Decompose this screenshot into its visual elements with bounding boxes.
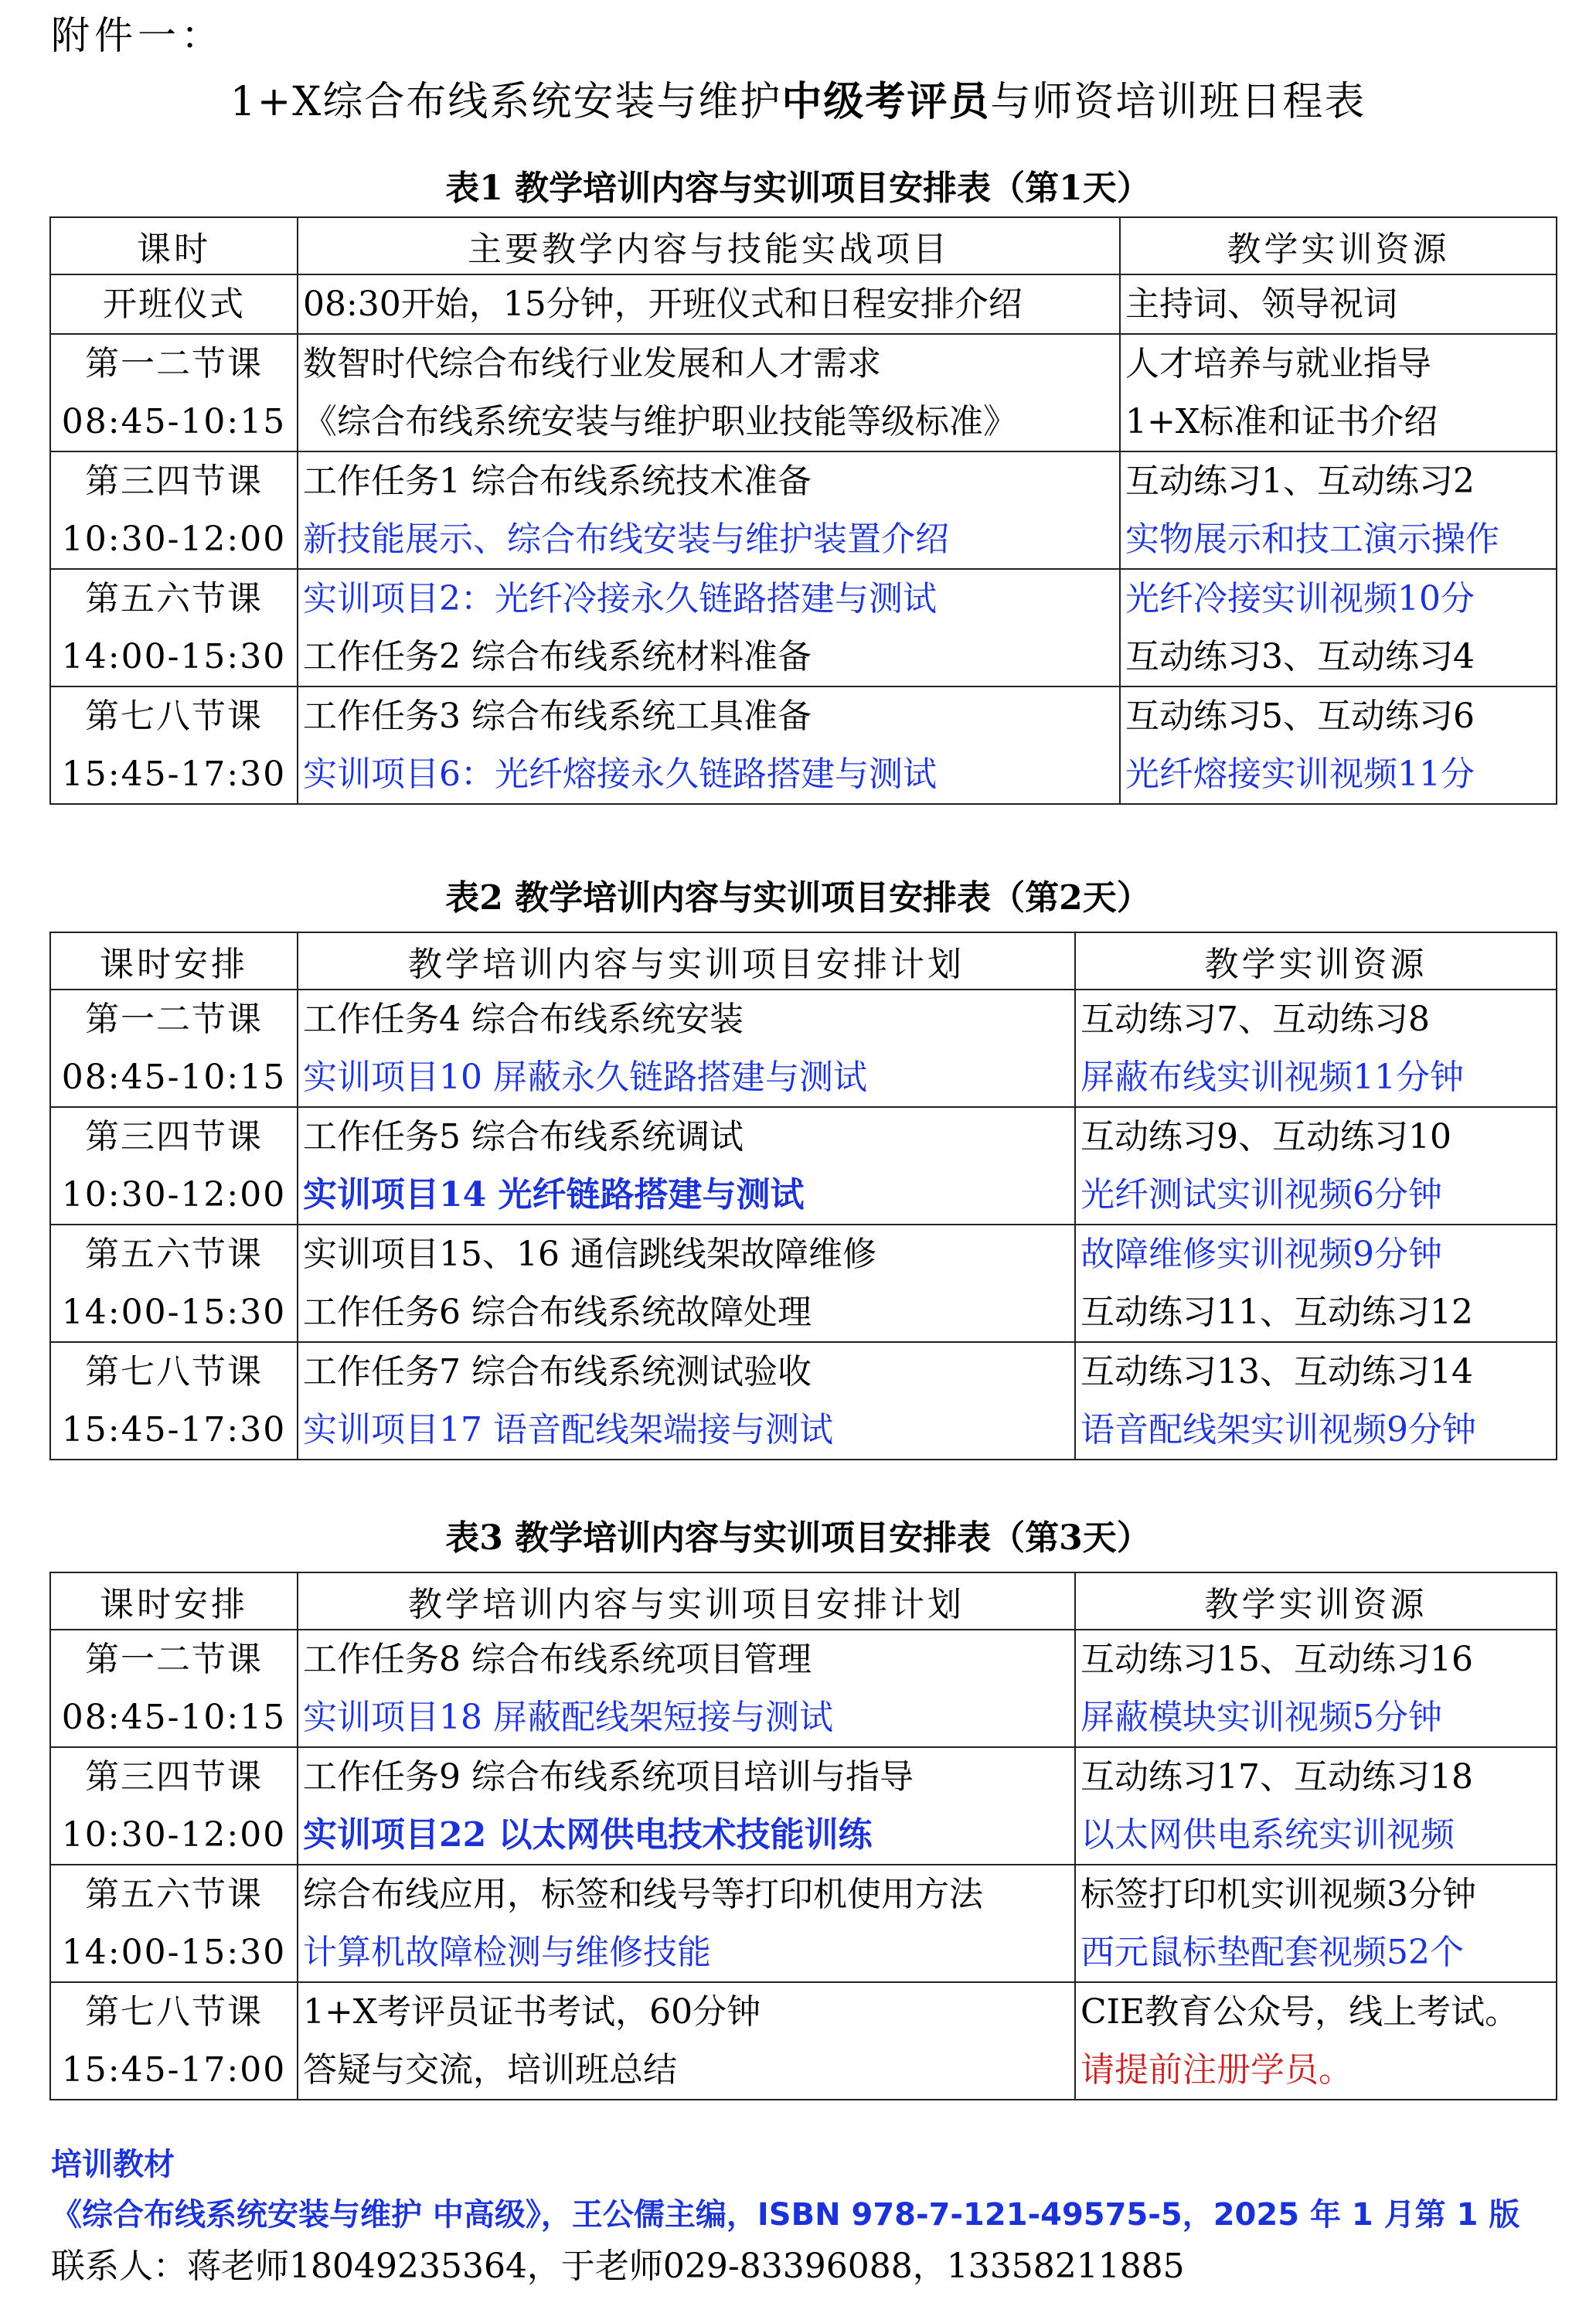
resource-line: 故障维修实训视频9分钟: [1080, 1235, 1442, 1274]
content-line: 新技能展示、综合布线安装与维护装置介绍: [303, 520, 949, 559]
teaching-content-cell: [298, 1342, 1075, 1460]
teaching-resource-cell: [1075, 990, 1557, 1107]
column-header: 主要教学内容与技能实战项目: [298, 217, 1120, 274]
session-time-cell: [50, 334, 298, 451]
session-time-cell: [50, 1342, 298, 1460]
content-line: 工作任务9 综合布线系统项目培训与指导: [303, 1757, 914, 1797]
teaching-content-cell: [298, 686, 1120, 804]
session-time-line: 第一二节课: [85, 344, 263, 383]
content-line: 工作任务3 综合布线系统工具准备: [303, 697, 812, 736]
column-header: 教学培训内容与实训项目安排计划: [298, 1572, 1075, 1630]
page-title: [0, 71, 1596, 133]
session-time-cell: [50, 1225, 298, 1342]
content-line: 数智时代综合布线行业发展和人才需求: [303, 344, 881, 383]
session-time-line: 第一二节课: [85, 1000, 263, 1039]
content-line: 实训项目10 屏蔽永久链路搭建与测试: [303, 1058, 867, 1097]
column-header: 教学实训资源: [1075, 1572, 1557, 1630]
session-time-line: 第七八节课: [85, 1992, 263, 2032]
session-time-line: 第七八节课: [85, 1352, 263, 1392]
session-time-line: 15:45-17:30: [61, 755, 287, 794]
resource-line: 互动练习11、互动练习12: [1080, 1293, 1473, 1332]
schedule-table-day1: [49, 216, 1557, 805]
resource-line: 互动练习17、互动练习18: [1080, 1757, 1473, 1797]
teaching-content-cell: [298, 1865, 1075, 1982]
teaching-resource-cell: [1120, 334, 1557, 451]
teaching-resource-cell: [1120, 569, 1557, 686]
teaching-content-cell: [298, 1107, 1075, 1225]
resource-line: CIE教育公众号，线上考试。: [1080, 1992, 1519, 2032]
teaching-content-cell: [298, 334, 1120, 451]
session-time-cell: [50, 1865, 298, 1982]
teaching-content-cell: [298, 569, 1120, 686]
session-time-line: 14:00-15:30: [61, 1933, 287, 1972]
table-row: [50, 1342, 1557, 1460]
session-time-cell: [50, 990, 298, 1107]
title-prefix: 1+X综合布线系统安装与维护: [230, 79, 782, 125]
session-time-line: 15:45-17:30: [61, 1410, 287, 1450]
column-header: 课时安排: [50, 1572, 298, 1630]
content-line: 工作任务6 综合布线系统故障处理: [303, 1293, 812, 1332]
resource-line: 请提前注册学员。: [1080, 2050, 1353, 2090]
session-time-line: 10:30-12:00: [61, 1175, 287, 1215]
session-time-line: 08:45-10:15: [61, 402, 287, 441]
table-row: [50, 686, 1557, 804]
resource-line: 互动练习7、互动练习8: [1080, 1000, 1430, 1039]
resource-line: 光纤熔接实训视频11分: [1125, 755, 1475, 794]
resource-line: 屏蔽模块实训视频5分钟: [1080, 1698, 1442, 1737]
content-line: 实训项目14 光纤链路搭建与测试: [303, 1175, 805, 1215]
resource-line: 人才培养与就业指导: [1125, 344, 1431, 383]
content-line: 实训项目6：光纤熔接永久链路搭建与测试: [303, 755, 937, 794]
title-suffix: 与师资培训班日程表: [990, 79, 1366, 125]
teaching-resource-cell: [1075, 1982, 1557, 2100]
table2-caption: 表2 教学培训内容与实训项目安排表（第2天）: [445, 878, 1151, 918]
session-time-line: 第五六节课: [85, 1875, 263, 1914]
session-time-cell: [50, 451, 298, 569]
content-line: 工作任务5 综合布线系统调试: [303, 1117, 744, 1157]
header-row: [50, 217, 1557, 274]
contact-info: 联系人：蒋老师18049235364，于老师029-83396088，13358211885: [51, 2247, 1185, 2286]
training-book-info: 《综合布线系统安装与维护 中高级》，王公儒主编，ISBN 978-7-121-49575-5，2025 年 1 月第 1 版: [51, 2197, 1520, 2233]
session-time-line: 第三四节课: [85, 462, 263, 501]
table-row: [50, 334, 1557, 451]
column-header: 课时: [50, 217, 298, 274]
teaching-content-cell: [298, 451, 1120, 569]
content-line: 实训项目15、16 通信跳线架故障维修: [303, 1235, 876, 1274]
column-header: 课时安排: [50, 932, 298, 990]
table-row: [50, 451, 1557, 569]
resource-line: 互动练习1、互动练习2: [1125, 462, 1475, 501]
training-material-title: 培训教材: [51, 2147, 175, 2182]
session-time-line: 开班仪式: [103, 284, 245, 324]
session-time-line: 10:30-12:00: [61, 1815, 287, 1855]
session-time-line: 14:00-15:30: [61, 637, 287, 676]
session-time-cell: [50, 569, 298, 686]
teaching-content-cell: [298, 1225, 1075, 1342]
column-header: 教学实训资源: [1120, 217, 1557, 274]
content-line: 工作任务8 综合布线系统项目管理: [303, 1640, 812, 1679]
content-line: 工作任务4 综合布线系统安装: [303, 1000, 744, 1039]
session-time-line: 第一二节课: [85, 1640, 263, 1679]
content-line: 综合布线应用，标签和线号等打印机使用方法: [303, 1875, 983, 1914]
table-row: [50, 1107, 1557, 1225]
resource-line: 标签打印机实训视频3分钟: [1080, 1875, 1476, 1914]
content-line: 实训项目18 屏蔽配线架短接与测试: [303, 1698, 833, 1737]
session-time-line: 第五六节课: [85, 1235, 263, 1274]
content-line: 工作任务2 综合布线系统材料准备: [303, 637, 812, 676]
session-time-line: 第七八节课: [85, 697, 263, 736]
table-row: [50, 1747, 1557, 1865]
table-row: [50, 1982, 1557, 2100]
content-line: 《综合布线系统安装与维护职业技能等级标准》: [303, 402, 1017, 441]
schedule-table-day2: [49, 932, 1557, 1460]
content-line: 实训项目22 以太网供电技术技能训练: [303, 1815, 873, 1855]
resource-line: 主持词、领导祝词: [1125, 284, 1397, 324]
column-header: 教学实训资源: [1075, 932, 1557, 990]
session-time-line: 10:30-12:00: [61, 520, 287, 559]
table-row: [50, 569, 1557, 686]
resource-line: 光纤测试实训视频6分钟: [1080, 1175, 1442, 1215]
session-time-cell: [50, 1630, 298, 1747]
title-emphasis: 中级考评员: [781, 79, 991, 125]
content-line: 08:30开始，15分钟，开班仪式和日程安排介绍: [303, 284, 1023, 324]
resource-line: 实物展示和技工演示操作: [1125, 520, 1499, 559]
content-line: 工作任务1 综合布线系统技术准备: [303, 462, 812, 501]
content-line: 计算机故障检测与维修技能: [303, 1933, 711, 1972]
session-time-cell: [50, 274, 298, 334]
column-header: 教学培训内容与实训项目安排计划: [298, 932, 1075, 990]
teaching-resource-cell: [1120, 686, 1557, 804]
teaching-content-cell: [298, 1747, 1075, 1865]
content-line: 工作任务7 综合布线系统测试验收: [303, 1352, 812, 1392]
header-row: [50, 932, 1557, 990]
session-time-line: 14:00-15:30: [61, 1293, 287, 1332]
resource-line: 互动练习13、互动练习14: [1080, 1352, 1473, 1392]
table-row: [50, 1865, 1557, 1982]
teaching-resource-cell: [1075, 1225, 1557, 1342]
resource-line: 互动练习15、互动练习16: [1080, 1640, 1473, 1679]
session-time-line: 第三四节课: [85, 1757, 263, 1797]
teaching-content-cell: [298, 1630, 1075, 1747]
session-time-cell: [50, 686, 298, 804]
session-time-line: 第三四节课: [85, 1117, 263, 1157]
teaching-resource-cell: [1075, 1630, 1557, 1747]
resource-line: 互动练习3、互动练习4: [1125, 637, 1475, 676]
content-line: 实训项目17 语音配线架端接与测试: [303, 1410, 833, 1450]
resource-line: 语音配线架实训视频9分钟: [1080, 1410, 1476, 1450]
resource-line: 1+X标准和证书介绍: [1125, 402, 1438, 441]
resource-line: 屏蔽布线实训视频11分钟: [1080, 1058, 1464, 1097]
teaching-resource-cell: [1120, 451, 1557, 569]
session-time-cell: [50, 1982, 298, 2100]
teaching-content-cell: [298, 274, 1120, 334]
table1-caption: 表1 教学培训内容与实训项目安排表（第1天）: [445, 169, 1151, 208]
session-time-line: 第五六节课: [85, 579, 263, 618]
session-time-cell: [50, 1107, 298, 1225]
table-row: [50, 990, 1557, 1107]
content-line: 答疑与交流，培训班总结: [303, 2050, 677, 2090]
teaching-resource-cell: [1075, 1865, 1557, 1982]
teaching-content-cell: [298, 990, 1075, 1107]
table-row: [50, 274, 1557, 334]
teaching-resource-cell: [1075, 1747, 1557, 1865]
content-line: 1+X考评员证书考试，60分钟: [303, 1992, 761, 2032]
header-row: [50, 1572, 1557, 1630]
attachment-label: 附件一：: [51, 13, 224, 58]
schedule-table-day3: [49, 1572, 1557, 2100]
session-time-cell: [50, 1747, 298, 1865]
table-row: [50, 1225, 1557, 1342]
resource-line: 光纤冷接实训视频10分: [1125, 579, 1475, 618]
resource-line: 互动练习5、互动练习6: [1125, 697, 1475, 736]
table-row: [50, 1630, 1557, 1747]
session-time-line: 08:45-10:15: [61, 1698, 287, 1737]
session-time-line: 15:45-17:00: [61, 2050, 287, 2090]
teaching-resource-cell: [1120, 274, 1557, 334]
resource-line: 互动练习9、互动练习10: [1080, 1117, 1451, 1157]
session-time-line: 08:45-10:15: [61, 1058, 287, 1097]
teaching-resource-cell: [1075, 1342, 1557, 1460]
table3-caption: 表3 教学培训内容与实训项目安排表（第3天）: [445, 1518, 1151, 1558]
teaching-resource-cell: [1075, 1107, 1557, 1225]
resource-line: 以太网供电系统实训视频: [1080, 1815, 1455, 1855]
content-line: 实训项目2：光纤冷接永久链路搭建与测试: [303, 579, 937, 618]
resource-line: 西元鼠标垫配套视频52个: [1080, 1933, 1464, 1972]
teaching-content-cell: [298, 1982, 1075, 2100]
